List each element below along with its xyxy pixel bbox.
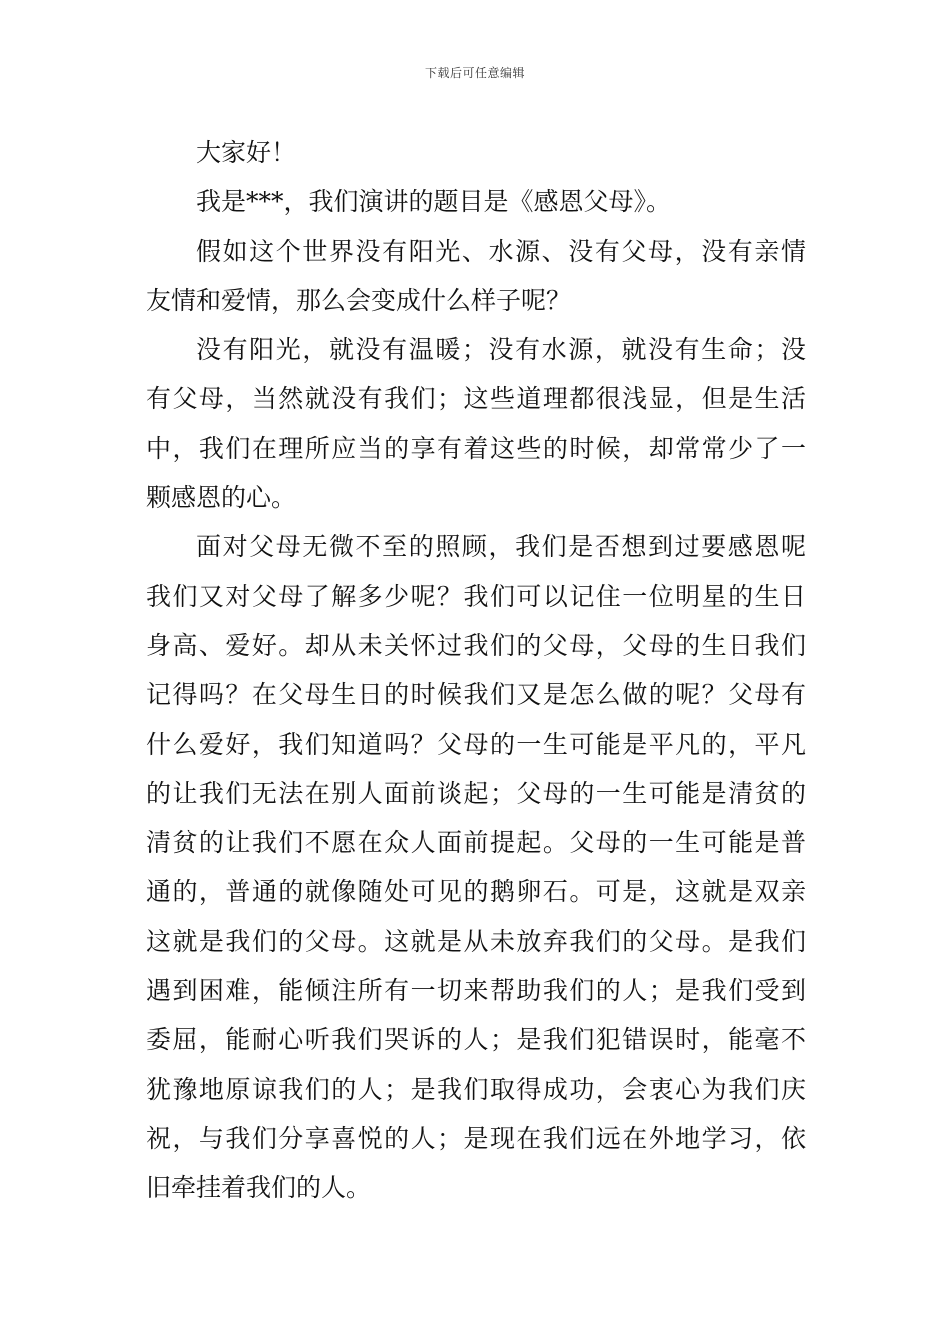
text-line: 旧牵挂着我们的人。: [146, 1173, 372, 1203]
text-line: 什么爱好，我们知道吗？父母的一生可能是平凡的，平凡: [146, 729, 806, 759]
text-line: 犹豫地原谅我们的人；是我们取得成功，会衷心为我们庆: [146, 1074, 806, 1104]
text-line: 中，我们在理所应当的享有着这些的时候，却常常少了一: [146, 433, 806, 463]
text-line: 没有阳光，就没有温暖；没有水源，就没有生命；没: [196, 335, 806, 365]
text-line: 祝，与我们分享喜悦的人；是现在我们远在外地学习，依: [146, 1123, 806, 1153]
text-line: 的让我们无法在别人面前谈起；父母的一生可能是清贫的: [146, 778, 806, 808]
text-line: 大家好！: [196, 138, 297, 167]
text-line: 清贫的让我们不愿在众人面前提起。父母的一生可能是普: [146, 828, 806, 858]
text-line: 这就是我们的父母。这就是从未放弃我们的父母。是我们: [146, 926, 806, 956]
text-line: 有父母，当然就没有我们；这些道理都很浅显，但是生活: [146, 384, 806, 414]
text-line: 身高、爱好。却从未关怀过我们的父母，父母的生日我们: [146, 630, 806, 660]
text-line: 我们又对父母了解多少呢？我们可以记住一位明星的生日: [146, 581, 806, 611]
text-line: 假如这个世界没有阳光、水源、没有父母，没有亲情: [196, 236, 806, 266]
text-line: 遇到困难，能倾注所有一切来帮助我们的人；是我们受到: [146, 976, 806, 1006]
text-line: 委屈，能耐心听我们哭诉的人；是我们犯错误时，能毫不: [146, 1025, 806, 1055]
text-line: 面对父母无微不至的照顾，我们是否想到过要感恩呢: [196, 532, 806, 562]
text-line: 颗感恩的心。: [146, 483, 297, 513]
text-line: 友情和爱情，那么会变成什么样子呢？: [146, 285, 572, 315]
text-line: 通的，普通的就像随处可见的鹅卵石。可是，这就是双亲: [146, 877, 806, 907]
speech-body: [146, 128, 806, 1213]
text-line: 记得吗？在父母生日的时候我们又是怎么做的呢？父母有: [146, 680, 806, 710]
page-header-note: 下载后可任意编辑: [424, 66, 525, 80]
text-line: 我是***，我们演讲的题目是《感恩父母》。: [196, 187, 672, 217]
